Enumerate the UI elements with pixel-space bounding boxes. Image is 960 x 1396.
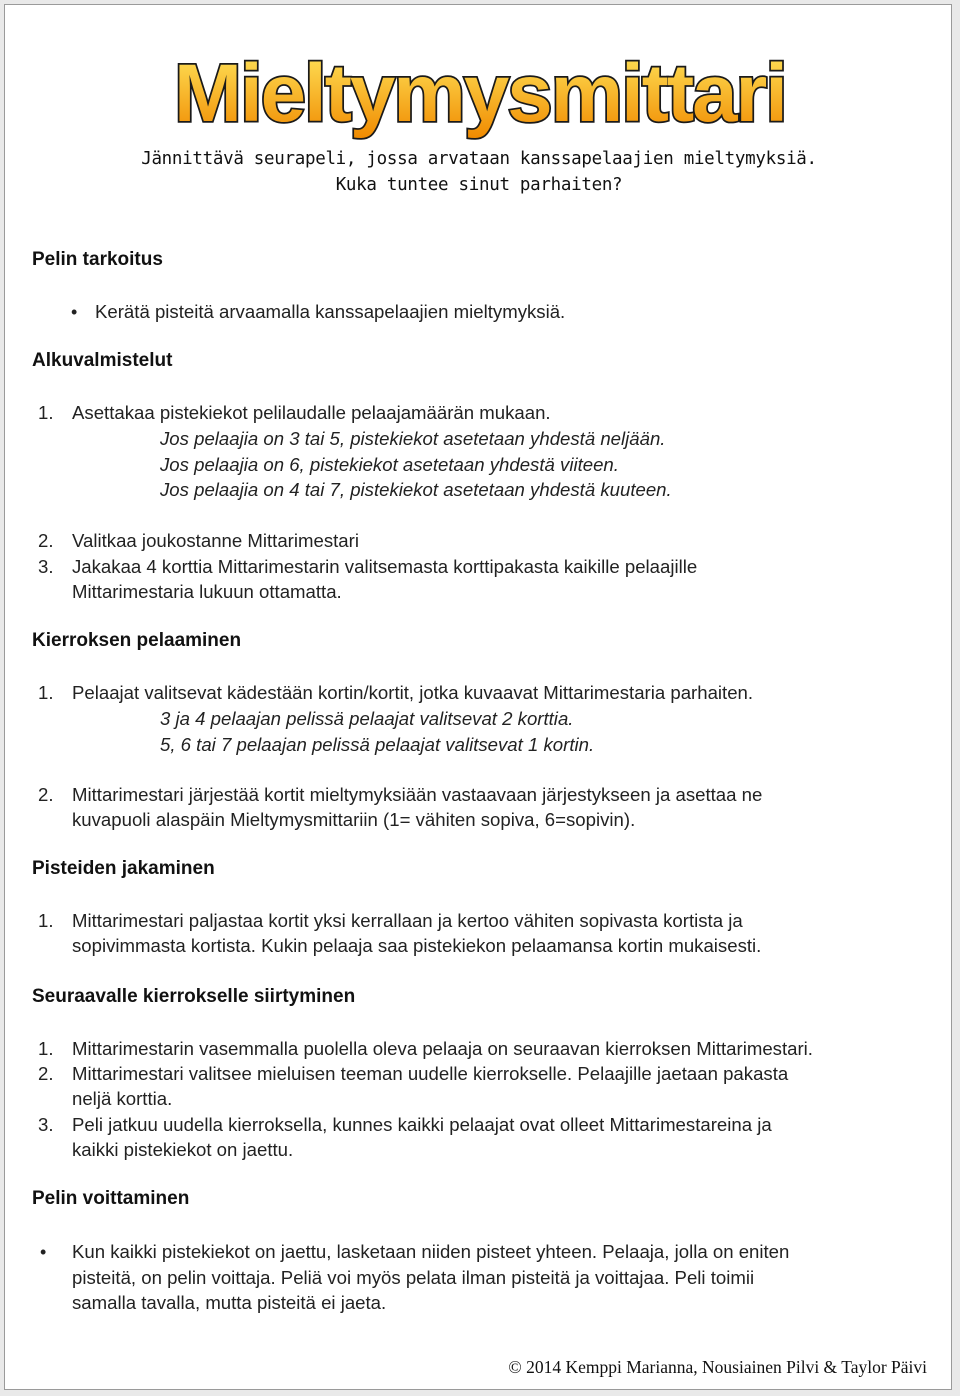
list-number: 2. xyxy=(38,1063,54,1084)
list-number: 1. xyxy=(38,682,54,703)
list-number: 1. xyxy=(38,1038,54,1059)
heading-pelin-voittaminen: Pelin voittaminen xyxy=(32,1188,190,1209)
siirtyminen-item-2-line-1: Mittarimestari valitsee mieluisen teeman uudelle kierrokselle. Pelaajille jaetaan pakasta xyxy=(72,1063,789,1084)
tagline-line-1: Jännittävä seurapeli, jossa arvataan kanssapelaajien mieltymyksiä. xyxy=(141,149,817,169)
heading-siirtyminen: Seuraavalle kierrokselle siirtyminen xyxy=(32,986,356,1007)
bullet-marker: • xyxy=(40,1242,47,1262)
copyright-footer: © 2014 Kemppi Marianna, Nousiainen Pilvi & Taylor Päivi xyxy=(508,1357,927,1377)
heading-alkuvalmistelut: Alkuvalmistelut xyxy=(32,350,173,371)
bullet-marker: • xyxy=(71,302,78,322)
heading-pisteiden-jakaminen: Pisteiden jakaminen xyxy=(32,858,215,879)
siirtyminen-item-3-line-2: kaikki pistekiekot on jaettu. xyxy=(72,1139,294,1160)
list-number: 1. xyxy=(38,402,54,423)
list-number: 1. xyxy=(38,910,54,931)
alku-note-2: Jos pelaajia on 6, pistekiekot asetetaan yhdestä viiteen. xyxy=(160,454,619,475)
alku-note-1: Jos pelaajia on 3 tai 5, pistekiekot asetetaan yhdestä neljään. xyxy=(160,428,666,449)
logo xyxy=(165,41,795,141)
list-number: 2. xyxy=(38,530,54,551)
alku-item-3-line-1: Jakakaa 4 korttia Mittarimestarin valitsemasta korttipakasta kaikille pelaajille xyxy=(72,556,698,577)
siirtyminen-item-1: Mittarimestarin vasemmalla puolella oleva pelaaja on seuraavan kierroksen Mittarimestari. xyxy=(72,1038,813,1059)
pisteet-item-1-line-2: sopivimmasta kortista. Kukin pelaaja saa pistekiekon pelaamansa kortin mukaisesti. xyxy=(72,935,762,956)
heading-pelin-tarkoitus: Pelin tarkoitus xyxy=(32,249,163,270)
list-number: 2. xyxy=(38,784,54,805)
kierros-note-2: 5, 6 tai 7 pelaajan pelissä pelaajat valitsevat 1 kortin. xyxy=(160,734,595,755)
alku-item-2: Valitkaa joukostanne Mittarimestari xyxy=(72,530,359,551)
voitto-line-3: samalla tavalla, mutta pisteitä ei jaeta. xyxy=(72,1292,387,1313)
list-number: 3. xyxy=(38,556,54,577)
alku-item-3-line-2: Mittarimestaria lukuun ottamatta. xyxy=(72,581,342,602)
tarkoitus-bullet: Kerätä pisteitä arvaamalla kanssapelaajien mieltymyksiä. xyxy=(95,301,566,322)
heading-kierroksen-pelaaminen: Kierroksen pelaaminen xyxy=(32,630,242,651)
siirtyminen-item-2-line-2: neljä korttia. xyxy=(72,1088,173,1109)
kierros-item-2-line-1: Mittarimestari järjestää kortit mieltymyksiään vastaavaan järjestykseen ja asettaa ne xyxy=(72,784,763,805)
tagline-line-2: Kuka tuntee sinut parhaiten? xyxy=(335,175,623,195)
logo-title: Mieltymysmittari xyxy=(174,48,786,139)
kierros-item-2-line-2: kuvapuoli alaspäin Mieltymysmittariin (1= vähiten sopiva, 6=sopivin). xyxy=(72,809,636,830)
kierros-note-1: 3 ja 4 pelaajan pelissä pelaajat valitsevat 2 korttia. xyxy=(160,708,574,729)
alku-note-3: Jos pelaajia on 4 tai 7, pistekiekot asetetaan yhdestä kuuteen. xyxy=(160,479,672,500)
siirtyminen-item-3-line-1: Peli jatkuu uudella kierroksella, kunnes kaikki pelaajat ovat olleet Mittarimestareina ja xyxy=(72,1114,772,1135)
voitto-line-2: pisteitä, on pelin voittaja. Peliä voi myös pelata ilman pisteitä ja voittajaa. Peli toimii xyxy=(72,1267,755,1288)
logo-graphic xyxy=(165,41,795,141)
voitto-line-1: Kun kaikki pistekiekot on jaettu, lasketaan niiden pisteet yhteen. Pelaaja, jolla on eniten xyxy=(72,1241,790,1262)
alku-item-1: Asettakaa pistekiekot pelilaudalle pelaajamäärän mukaan. xyxy=(72,402,551,423)
kierros-item-1: Pelaajat valitsevat kädestään kortin/kortit, jotka kuvaavat Mittarimestaria parhaiten. xyxy=(72,682,754,703)
pisteet-item-1-line-1: Mittarimestari paljastaa kortit yksi kerrallaan ja kertoo vähiten sopivasta kortista ja xyxy=(72,910,743,931)
list-number: 3. xyxy=(38,1114,54,1135)
document-page xyxy=(4,4,952,1390)
